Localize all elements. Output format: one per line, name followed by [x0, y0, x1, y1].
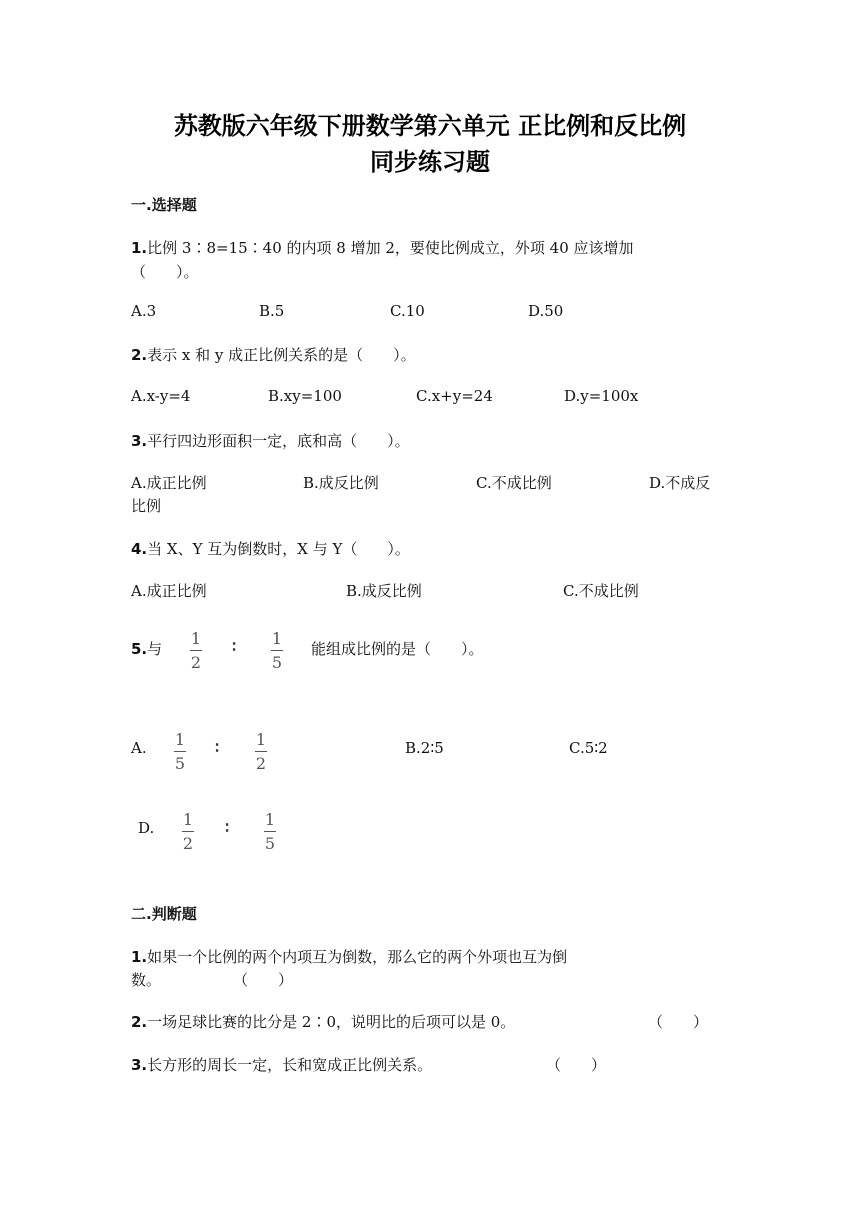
denominator: 5	[264, 834, 276, 853]
question-number: 2.	[131, 1013, 148, 1031]
section-heading-choice: 一.选择题	[131, 196, 197, 214]
question-number: 1.	[131, 239, 148, 257]
numerator: 1	[174, 730, 186, 749]
option-c[interactable]: C.不成比例	[476, 474, 552, 492]
question-text: 长方形的周长一定，长和宽成正比例关系。	[147, 1056, 433, 1074]
option-d[interactable]: D.	[138, 819, 155, 837]
question-text: 平行四边形面积一定，底和高（ ）。	[147, 432, 410, 450]
option-b[interactable]: B.2∶5	[405, 739, 444, 757]
judgement-2	[131, 1011, 515, 1032]
numerator: 1	[264, 810, 276, 829]
denominator: 2	[190, 653, 202, 672]
page-subtitle: 同步练习题	[370, 147, 490, 176]
fraction-one-fifth	[264, 812, 276, 852]
ratio-colon: ∶	[232, 637, 237, 656]
numerator: 1	[271, 629, 283, 648]
numerator: 1	[182, 810, 194, 829]
option-a[interactable]: A.成正比例	[131, 474, 207, 492]
fraction-one-fifth	[271, 631, 283, 671]
question-5	[131, 638, 162, 659]
question-number: 1.	[131, 948, 148, 966]
option-a[interactable]: A.	[131, 739, 147, 757]
question-1-cont: （ ）。	[131, 263, 199, 281]
option-c[interactable]: C.5∶2	[569, 739, 608, 757]
question-1	[131, 237, 634, 258]
option-d[interactable]: D.50	[528, 302, 564, 320]
fraction-one-half	[190, 631, 202, 671]
option-d-cont: 比例	[131, 497, 162, 515]
judgement-1-cont: 数。	[131, 971, 162, 989]
denominator: 2	[255, 754, 267, 773]
numerator: 1	[255, 730, 267, 749]
option-c[interactable]: C.不成比例	[563, 582, 639, 600]
judgement-1	[131, 946, 567, 967]
fraction-one-half	[255, 732, 267, 772]
ratio-colon: ∶	[215, 738, 220, 757]
question-number: 3.	[131, 432, 148, 450]
judgement-3	[131, 1054, 432, 1075]
answer-paren[interactable]: （ ）	[648, 1013, 709, 1031]
question-pre: 与	[147, 640, 163, 658]
option-a[interactable]: A.x-y=4	[131, 387, 191, 405]
option-c[interactable]: C.10	[390, 302, 425, 320]
denominator: 5	[174, 754, 186, 773]
ratio-colon: ∶	[225, 818, 230, 837]
question-number: 5.	[131, 640, 148, 658]
option-b[interactable]: B.成反比例	[303, 474, 379, 492]
page-title: 苏教版六年级下册数学第六单元 正比例和反比例	[173, 111, 687, 140]
fraction-one-fifth	[174, 732, 186, 772]
question-text: 表示 x 和 y 成正比例关系的是（ ）。	[147, 346, 416, 364]
option-c[interactable]: C.x+y=24	[416, 387, 493, 405]
section-heading-judgement: 二.判断题	[131, 905, 197, 923]
question-2	[131, 344, 416, 365]
question-text: 比例 3∶8=15∶40 的内项 8 增加 2，要使比例成立，外项 40 应该增加	[147, 239, 634, 257]
option-a[interactable]: A.成正比例	[131, 582, 207, 600]
option-b[interactable]: B.5	[259, 302, 285, 320]
question-4	[131, 538, 410, 559]
numerator: 1	[190, 629, 202, 648]
option-b[interactable]: B.成反比例	[346, 582, 422, 600]
answer-paren[interactable]: （ ）	[546, 1056, 607, 1074]
option-b[interactable]: B.xy=100	[268, 387, 342, 405]
question-number: 3.	[131, 1056, 148, 1074]
question-3	[131, 430, 410, 451]
question-number: 4.	[131, 540, 148, 558]
denominator: 5	[271, 653, 283, 672]
fraction-one-half	[182, 812, 194, 852]
denominator: 2	[182, 834, 194, 853]
option-a[interactable]: A.3	[131, 302, 157, 320]
question-text: 一场足球比赛的比分是 2∶0，说明比的后项可以是 0。	[147, 1013, 516, 1031]
question-text: 当 X、Y 互为倒数时，X 与 Y（ ）。	[147, 540, 410, 558]
answer-paren[interactable]: （ ）	[233, 971, 294, 989]
option-d[interactable]: D.y=100x	[564, 387, 639, 405]
question-number: 2.	[131, 346, 148, 364]
option-d[interactable]: D.不成反	[649, 474, 711, 492]
question-text: 能组成比例的是（ ）。	[311, 640, 484, 658]
question-text: 如果一个比例的两个内项互为倒数，那么它的两个外项也互为倒	[147, 948, 568, 966]
